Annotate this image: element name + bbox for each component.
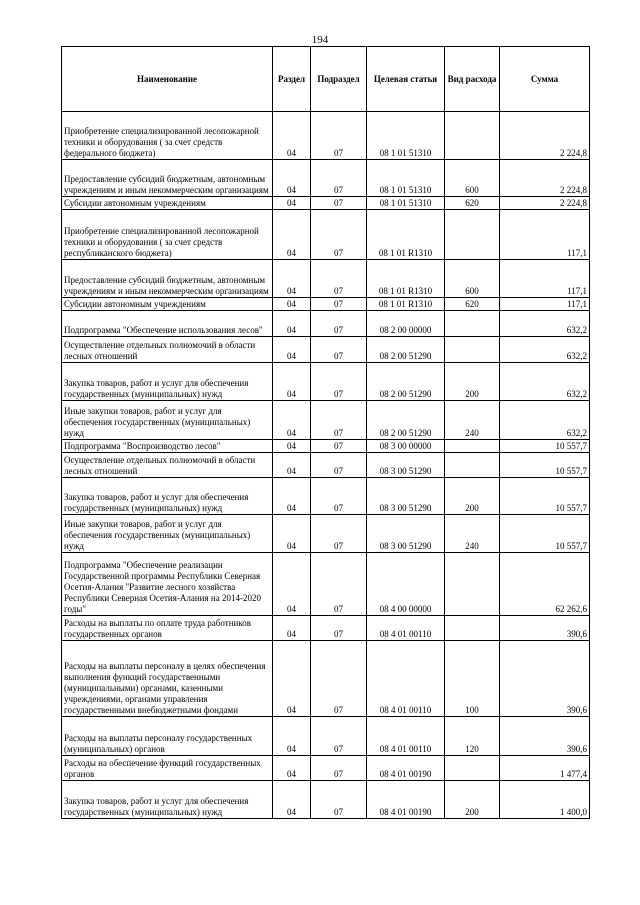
- cell-razdel: 04: [273, 453, 311, 478]
- cell-podrazdel: 07: [311, 363, 367, 401]
- cell-vid: [445, 440, 500, 453]
- cell-razdel: 04: [273, 553, 311, 616]
- cell-razdel: 04: [273, 311, 311, 337]
- cell-vid: [445, 756, 500, 781]
- cell-razdel: 04: [273, 515, 311, 553]
- table-row: [62, 298, 590, 311]
- cell-summa: 632,2: [500, 311, 590, 337]
- table-row: [62, 197, 590, 210]
- cell-name: Субсидии автономным учреждениям: [62, 298, 273, 311]
- cell-razdel: 04: [273, 298, 311, 311]
- cell-summa: 2 224,8: [500, 112, 590, 160]
- cell-podrazdel: 07: [311, 781, 367, 819]
- cell-vid: 240: [445, 515, 500, 553]
- cell-summa: 390,6: [500, 616, 590, 641]
- cell-vid: 620: [445, 298, 500, 311]
- header-razdel: Раздел: [273, 47, 311, 112]
- cell-statya: 08 4 01 00110: [367, 641, 445, 717]
- cell-statya: 08 1 01 51310: [367, 112, 445, 160]
- cell-vid: [445, 553, 500, 616]
- cell-name: Расходы на обеспечение функций государственных органов: [62, 756, 273, 781]
- cell-summa: 632,2: [500, 401, 590, 440]
- table-header-row: [62, 47, 590, 112]
- cell-razdel: 04: [273, 440, 311, 453]
- cell-name: Расходы на выплаты по оплате труда работников государственных органов: [62, 616, 273, 641]
- cell-razdel: 04: [273, 363, 311, 401]
- table-row: [62, 553, 590, 616]
- cell-razdel: 04: [273, 401, 311, 440]
- page-number: 194: [311, 34, 329, 46]
- cell-name: Осуществление отдельных полномочий в области лесных отношений: [62, 337, 273, 363]
- cell-statya: 08 1 01 R1310: [367, 260, 445, 298]
- cell-podrazdel: 07: [311, 616, 367, 641]
- cell-name: Предоставление субсидий бюджетным, автономным учреждениям и иным некоммерческим организациям: [62, 160, 273, 197]
- cell-statya: 08 2 00 51290: [367, 401, 445, 440]
- cell-vid: [445, 616, 500, 641]
- cell-statya: 08 1 01 51310: [367, 160, 445, 197]
- cell-podrazdel: 07: [311, 478, 367, 515]
- cell-vid: 620: [445, 197, 500, 210]
- cell-summa: 632,2: [500, 363, 590, 401]
- cell-name: Приобретение специализированной лесопожарной техники и оборудования ( за счет средств федерального бюджета): [62, 112, 273, 160]
- cell-podrazdel: 07: [311, 553, 367, 616]
- cell-statya: 08 4 00 00000: [367, 553, 445, 616]
- header-vid: Вид расхода: [445, 47, 500, 112]
- table-row: [62, 478, 590, 515]
- cell-vid: 200: [445, 478, 500, 515]
- cell-razdel: 04: [273, 160, 311, 197]
- cell-razdel: 04: [273, 210, 311, 260]
- cell-summa: 1 400,0: [500, 781, 590, 819]
- cell-podrazdel: 07: [311, 160, 367, 197]
- header-podrazdel: Подраздел: [311, 47, 367, 112]
- cell-summa: 117,1: [500, 298, 590, 311]
- cell-podrazdel: 07: [311, 717, 367, 756]
- cell-statya: 08 2 00 51290: [367, 363, 445, 401]
- cell-vid: [445, 311, 500, 337]
- table-row: [62, 337, 590, 363]
- cell-statya: 08 2 00 51290: [367, 337, 445, 363]
- cell-summa: 10 557,7: [500, 478, 590, 515]
- cell-statya: 08 4 01 00110: [367, 717, 445, 756]
- cell-name: Расходы на выплаты персоналу государственных (муниципальных) органов: [62, 717, 273, 756]
- cell-vid: [445, 112, 500, 160]
- table-row: [62, 641, 590, 717]
- cell-podrazdel: 07: [311, 756, 367, 781]
- cell-summa: 2 224,8: [500, 197, 590, 210]
- cell-statya: 08 2 00 00000: [367, 311, 445, 337]
- table-row: [62, 515, 590, 553]
- cell-razdel: 04: [273, 478, 311, 515]
- cell-summa: 632,2: [500, 337, 590, 363]
- cell-podrazdel: 07: [311, 401, 367, 440]
- cell-summa: 10 557,7: [500, 453, 590, 478]
- cell-summa: 117,1: [500, 260, 590, 298]
- cell-razdel: 04: [273, 717, 311, 756]
- table-row: [62, 616, 590, 641]
- cell-vid: 200: [445, 363, 500, 401]
- cell-razdel: 04: [273, 260, 311, 298]
- cell-vid: [445, 210, 500, 260]
- cell-vid: 600: [445, 260, 500, 298]
- cell-razdel: 04: [273, 641, 311, 717]
- cell-podrazdel: 07: [311, 112, 367, 160]
- cell-name: Подпрограмма "Воспроизводство лесов": [62, 440, 273, 453]
- cell-vid: [445, 453, 500, 478]
- cell-name: Расходы на выплаты персоналу в целях обеспечения выполнения функций государственными (муниципальными) органами, казенными учреждениями, органами управления государственными внебюджетными фондами: [62, 641, 273, 717]
- table-row: [62, 260, 590, 298]
- cell-podrazdel: 07: [311, 311, 367, 337]
- cell-name: Подпрограмма "Обеспечение использования лесов": [62, 311, 273, 337]
- cell-name: Иные закупки товаров, работ и услуг для обеспечения государственных (муниципальных) нужд: [62, 515, 273, 553]
- cell-summa: 1 477,4: [500, 756, 590, 781]
- cell-name: Приобретение специализированной лесопожарной техники и оборудования ( за счет средств республиканского бюджета): [62, 210, 273, 260]
- table-row: [62, 717, 590, 756]
- cell-podrazdel: 07: [311, 453, 367, 478]
- table-row: [62, 440, 590, 453]
- table-row: [62, 401, 590, 440]
- cell-podrazdel: 07: [311, 641, 367, 717]
- cell-podrazdel: 07: [311, 210, 367, 260]
- cell-vid: [445, 337, 500, 363]
- cell-razdel: 04: [273, 112, 311, 160]
- cell-name: Закупка товаров, работ и услуг для обеспечения государственных (муниципальных) нужд: [62, 363, 273, 401]
- cell-razdel: 04: [273, 337, 311, 363]
- cell-name: Осуществление отдельных полномочий в области лесных отношений: [62, 453, 273, 478]
- cell-vid: 200: [445, 781, 500, 819]
- table-row: [62, 756, 590, 781]
- cell-summa: 2 224,8: [500, 160, 590, 197]
- cell-vid: 100: [445, 641, 500, 717]
- cell-razdel: 04: [273, 197, 311, 210]
- header-statya: Целевая статья: [367, 47, 445, 112]
- cell-statya: 08 1 01 R1310: [367, 210, 445, 260]
- cell-summa: 390,6: [500, 641, 590, 717]
- table-row: [62, 453, 590, 478]
- cell-summa: 390,6: [500, 717, 590, 756]
- cell-podrazdel: 07: [311, 298, 367, 311]
- cell-summa: 117,1: [500, 210, 590, 260]
- cell-statya: 08 4 01 00190: [367, 756, 445, 781]
- cell-name: Субсидии автономным учреждениям: [62, 197, 273, 210]
- cell-name: Подпрограмма "Обеспечение реализации Государственной программы Республики Северная Осетия-Алания "Развитие лесного хозяйства Республики Северная Осетия-Алания на 2014-2020 годы": [62, 553, 273, 616]
- cell-statya: 08 4 01 00190: [367, 781, 445, 819]
- cell-summa: 10 557,7: [500, 440, 590, 453]
- cell-statya: 08 1 01 R1310: [367, 298, 445, 311]
- cell-name: Предоставление субсидий бюджетным, автономным учреждениям и иным некоммерческим организациям: [62, 260, 273, 298]
- table-row: [62, 363, 590, 401]
- cell-vid: 120: [445, 717, 500, 756]
- cell-summa: 62 262,6: [500, 553, 590, 616]
- cell-podrazdel: 07: [311, 515, 367, 553]
- cell-podrazdel: 07: [311, 260, 367, 298]
- cell-vid: 240: [445, 401, 500, 440]
- cell-razdel: 04: [273, 616, 311, 641]
- cell-statya: 08 4 01 00110: [367, 616, 445, 641]
- cell-statya: 08 3 00 00000: [367, 440, 445, 453]
- cell-podrazdel: 07: [311, 337, 367, 363]
- table-row: [62, 781, 590, 819]
- cell-name: Закупка товаров, работ и услуг для обеспечения государственных (муниципальных) нужд: [62, 781, 273, 819]
- cell-razdel: 04: [273, 756, 311, 781]
- cell-statya: 08 1 01 51310: [367, 197, 445, 210]
- header-name: Наименование: [62, 47, 273, 112]
- table-row: [62, 160, 590, 197]
- cell-statya: 08 3 00 51290: [367, 515, 445, 553]
- cell-name: Иные закупки товаров, работ и услуг для обеспечения государственных (муниципальных) нужд: [62, 401, 273, 440]
- table-body: [62, 112, 590, 819]
- cell-statya: 08 3 00 51290: [367, 478, 445, 515]
- cell-statya: 08 3 00 51290: [367, 453, 445, 478]
- cell-vid: 600: [445, 160, 500, 197]
- cell-podrazdel: 07: [311, 440, 367, 453]
- cell-razdel: 04: [273, 781, 311, 819]
- table-row: [62, 210, 590, 260]
- budget-table: [61, 46, 590, 819]
- table-row: [62, 311, 590, 337]
- cell-summa: 10 557,7: [500, 515, 590, 553]
- header-summa: Сумма: [500, 47, 590, 112]
- cell-name: Закупка товаров, работ и услуг для обеспечения государственных (муниципальных) нужд: [62, 478, 273, 515]
- table-row: [62, 112, 590, 160]
- cell-podrazdel: 07: [311, 197, 367, 210]
